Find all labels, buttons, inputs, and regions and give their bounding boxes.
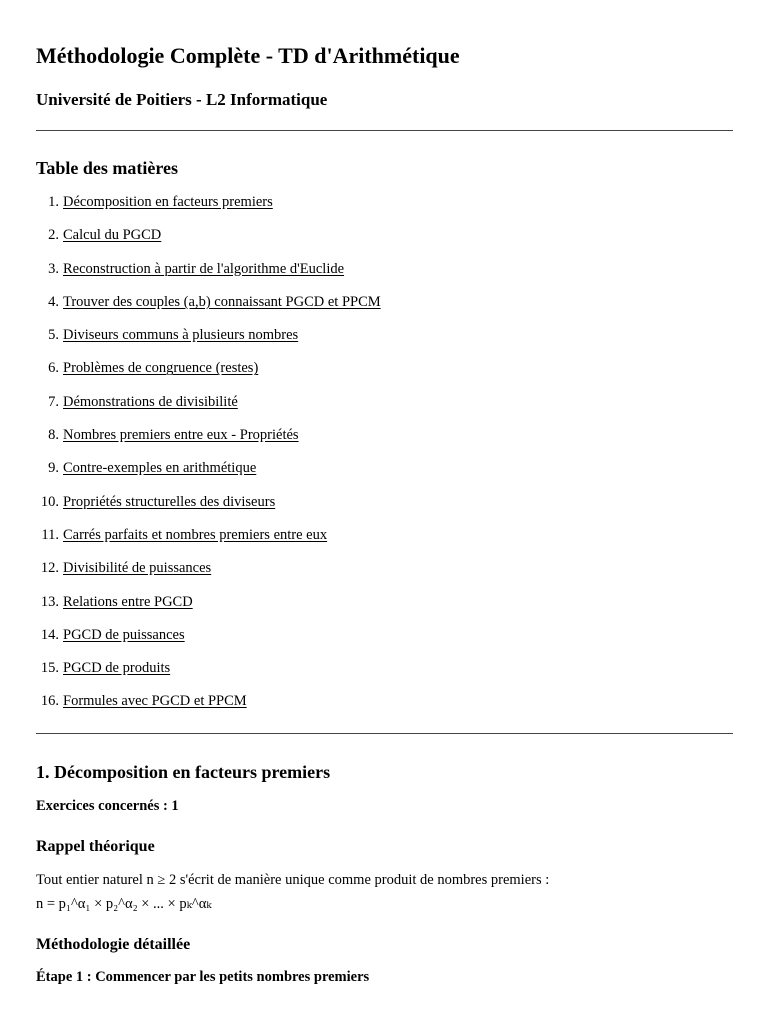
step-title: Étape 1 : Commencer par les petits nombres premiers [36, 969, 370, 985]
document-title: Méthodologie Complète - TD d'Arithmétique [36, 43, 460, 68]
exercises-concerned: Exercices concernés : 1 [36, 798, 179, 814]
toc-item-number: 11. [41, 526, 59, 543]
toc-link-relations-pgcd[interactable]: Relations entre PGCD [63, 593, 193, 610]
toc-item-number: 9. [48, 460, 59, 477]
divider [36, 130, 733, 131]
toc-link-carres-parfaits[interactable]: Carrés parfaits et nombres premiers entre eux [63, 526, 328, 543]
toc-link-couples-pgcd-ppcm[interactable]: Trouver des couples (a,b) connaissant PGCD et PPCM [63, 293, 381, 310]
toc-item-number: 1. [48, 194, 59, 210]
toc-link-divisibilite[interactable]: Démonstrations de divisibilité [63, 393, 238, 410]
toc-link-divisibilite-puissances[interactable]: Divisibilité de puissances [63, 560, 212, 577]
toc-item-number: 8. [48, 427, 59, 444]
toc-item-number: 5. [48, 327, 59, 344]
toc-item-number: 4. [48, 293, 59, 310]
divider [36, 733, 733, 734]
toc-link-contre-exemples[interactable]: Contre-exemples en arithmétique [63, 460, 257, 477]
toc-link-calcul-pgcd[interactable]: Calcul du PGCD [63, 227, 162, 244]
toc-item-number: 3. [48, 260, 59, 277]
toc-item-number: 7. [48, 393, 59, 410]
toc-item-number: 2. [48, 227, 59, 244]
toc-link-decomposition[interactable]: Décomposition en facteurs premiers [63, 194, 273, 210]
toc-item-number: 10. [40, 493, 59, 510]
toc-link-pgcd-puissances[interactable]: PGCD de puissances [63, 626, 185, 643]
rappel-formula: n = p₁^α₁ × p₂^α₂ × ... × pₖ^αₖ [36, 896, 212, 912]
toc-heading: Table des matières [36, 158, 178, 178]
methodology-heading: Méthodologie détaillée [36, 936, 191, 953]
rappel-heading: Rappel théorique [36, 838, 155, 855]
toc-link-congruence[interactable]: Problèmes de congruence (restes) [63, 360, 259, 377]
toc-link-diviseurs-communs[interactable]: Diviseurs communs à plusieurs nombres [63, 327, 299, 344]
toc-link-formules-pgcd-ppcm[interactable]: Formules avec PGCD et PPCM [63, 693, 247, 710]
toc-item-number: 12. [40, 560, 59, 577]
toc-link-reconstruction-euclide[interactable]: Reconstruction à partir de l'algorithme d'Euclide [63, 260, 345, 277]
document-subtitle: Université de Poitiers - L2 Informatique [36, 90, 328, 109]
toc-item-number: 14. [40, 626, 59, 643]
toc-link-premiers-entre-eux[interactable]: Nombres premiers entre eux - Propriétés [63, 427, 299, 444]
rappel-text: Tout entier naturel n ≥ 2 s'écrit de manière unique comme produit de nombres premiers : [36, 872, 550, 888]
toc-link-pgcd-produits[interactable]: PGCD de produits [63, 660, 171, 677]
toc-item-number: 6. [48, 360, 59, 377]
toc-item-number: 16. [40, 693, 59, 710]
toc-item-number: 15. [40, 660, 59, 677]
toc-item-number: 13. [40, 593, 59, 610]
section-title: 1. Décomposition en facteurs premiers [36, 762, 331, 782]
toc-link-proprietes-diviseurs[interactable]: Propriétés structurelles des diviseurs [63, 493, 276, 510]
